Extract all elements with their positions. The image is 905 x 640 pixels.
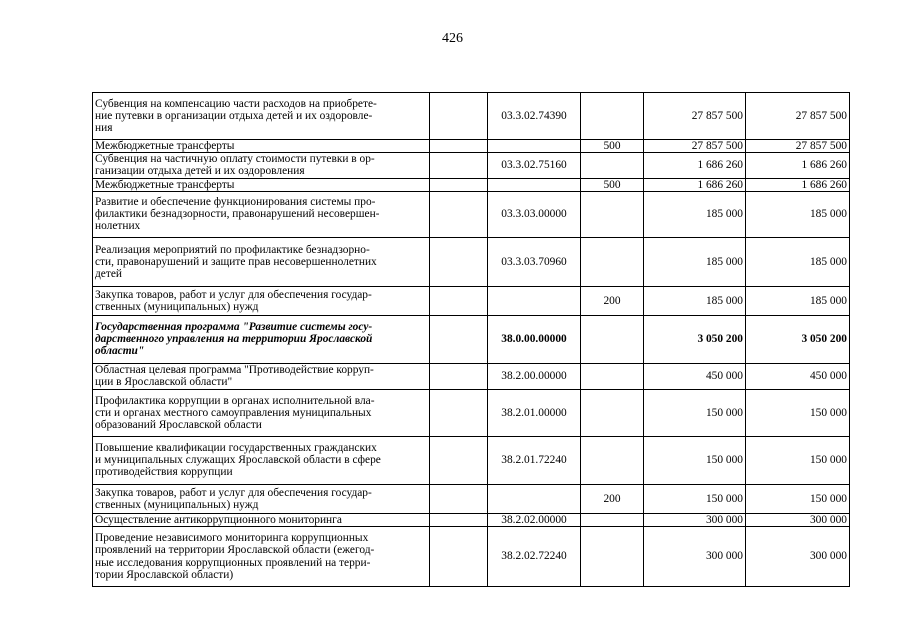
row-name-line: области" xyxy=(95,345,145,358)
expense-type-cell xyxy=(581,315,644,363)
row-name-line: Развитие и обеспечение функционирования системы про- xyxy=(95,196,376,208)
amount-year2-cell: 27 857 500 xyxy=(746,93,850,140)
page-number: 426 xyxy=(442,31,463,46)
row-name-line: и муниципальных служащих Ярославской области в сфере xyxy=(95,454,381,467)
row-name-line: Областная целевая программа "Противодействие корруп- xyxy=(95,364,374,377)
row-name-line: сти и органах местного самоуправления муниципальных xyxy=(95,406,372,419)
row-name-cell xyxy=(93,140,430,153)
amount-year1-cell: 150 000 xyxy=(644,389,746,436)
row-name-line: Государственная программа "Развитие системы госу- xyxy=(95,321,373,333)
expense-type-cell xyxy=(581,513,644,526)
amount-year2-cell: 150 000 xyxy=(746,389,850,436)
target-code-cell: 03.3.03.70960 xyxy=(488,237,581,286)
empty-cell xyxy=(430,153,488,178)
row-name-line: Проведение независимого мониторинга коррупционных xyxy=(95,532,369,545)
row-name-line: Реализация мероприятий по профилактике безнадзорно- xyxy=(95,243,370,256)
expense-type-cell: 200 xyxy=(581,286,644,315)
table-row xyxy=(93,436,850,484)
amount-year1-cell: 450 000 xyxy=(644,363,746,389)
row-name-cell xyxy=(93,484,430,513)
target-code-cell xyxy=(488,286,581,315)
empty-cell xyxy=(430,389,488,436)
expense-type-cell: 200 xyxy=(581,484,644,513)
target-code-cell: 38.2.02.72240 xyxy=(488,527,581,587)
row-name-line: Межбюджетные трансферты xyxy=(95,178,235,191)
amount-year1-cell: 300 000 xyxy=(644,513,746,526)
row-name-cell xyxy=(93,191,430,237)
amount-year1-cell: 27 857 500 xyxy=(644,140,746,153)
amount-year1-cell: 185 000 xyxy=(644,191,746,237)
empty-cell xyxy=(430,237,488,286)
amount-year2-cell: 1 686 260 xyxy=(746,153,850,178)
row-name-line: Закупка товаров, работ и услуг для обеспечения государ- xyxy=(95,486,372,499)
row-name-line: детей xyxy=(95,267,122,280)
row-name-line: Субвенция на частичную оплату стоимости путевки в ор- xyxy=(95,153,375,166)
amount-year1-cell: 150 000 xyxy=(644,436,746,484)
target-code-cell xyxy=(488,178,581,191)
row-name-line: Профилактика коррупции в органах исполнительной вла- xyxy=(95,394,375,407)
table-row xyxy=(93,237,850,286)
table-row xyxy=(93,315,850,363)
row-name-line: ные исследования коррупционных проявлений на терри- xyxy=(95,556,371,569)
expense-type-cell xyxy=(581,237,644,286)
table-row xyxy=(93,484,850,513)
row-name-line: филактики безнадзорности, правонарушений несовершен- xyxy=(95,208,380,221)
table-row xyxy=(93,513,850,526)
table-row xyxy=(93,363,850,389)
row-name-cell xyxy=(93,153,430,178)
empty-cell xyxy=(430,436,488,484)
empty-cell xyxy=(430,191,488,237)
budget-table xyxy=(92,92,850,587)
target-code-cell: 38.2.02.00000 xyxy=(488,513,581,526)
row-name-line: Закупка товаров, работ и услуг для обеспечения государ- xyxy=(95,288,372,301)
amount-year2-cell: 1 686 260 xyxy=(746,178,850,191)
row-name-cell xyxy=(93,178,430,191)
amount-year1-cell: 1 686 260 xyxy=(644,153,746,178)
amount-year1-cell: 185 000 xyxy=(644,237,746,286)
expense-type-cell xyxy=(581,389,644,436)
target-code-cell xyxy=(488,140,581,153)
target-code-cell: 03.3.02.75160 xyxy=(488,153,581,178)
amount-year1-cell: 1 686 260 xyxy=(644,178,746,191)
target-code-cell xyxy=(488,484,581,513)
empty-cell xyxy=(430,484,488,513)
empty-cell xyxy=(430,286,488,315)
row-name-line: дарственного управления на территории Ярославской xyxy=(95,333,373,346)
empty-cell xyxy=(430,178,488,191)
amount-year1-cell: 150 000 xyxy=(644,484,746,513)
row-name-line: ции в Ярославской области" xyxy=(95,376,233,389)
empty-cell xyxy=(430,513,488,526)
amount-year2-cell: 300 000 xyxy=(746,513,850,526)
target-code-cell: 38.0.00.00000 xyxy=(488,315,581,363)
amount-year1-cell: 185 000 xyxy=(644,286,746,315)
amount-year1-cell: 27 857 500 xyxy=(644,93,746,140)
empty-cell xyxy=(430,527,488,587)
expense-type-cell xyxy=(581,363,644,389)
expense-type-cell: 500 xyxy=(581,178,644,191)
table-row xyxy=(93,153,850,178)
empty-cell xyxy=(430,93,488,140)
row-name-line: Субвенция на компенсацию части расходов на приобрете- xyxy=(95,97,377,110)
row-name-line: проявлений на территории Ярославской области (ежегод- xyxy=(95,544,375,557)
row-name-line: ганизации отдыха детей и их оздоровления xyxy=(95,165,305,178)
empty-cell xyxy=(430,315,488,363)
amount-year1-cell: 300 000 xyxy=(644,527,746,587)
expense-type-cell xyxy=(581,527,644,587)
table-row xyxy=(93,93,850,140)
row-name-cell xyxy=(93,363,430,389)
target-code-cell: 38.2.01.72240 xyxy=(488,436,581,484)
row-name-cell xyxy=(93,286,430,315)
row-name-line: образований Ярославской области xyxy=(95,418,262,431)
table-row xyxy=(93,527,850,587)
table-row xyxy=(93,191,850,237)
budget-table-body xyxy=(93,93,850,587)
row-name-line: нолетних xyxy=(95,220,141,233)
row-name-line: сти, правонарушений и защите прав несовершеннолетних xyxy=(95,255,377,268)
amount-year2-cell: 300 000 xyxy=(746,527,850,587)
table-row xyxy=(93,389,850,436)
row-name-line: Межбюджетные трансферты xyxy=(95,140,235,152)
row-name-cell xyxy=(93,237,430,286)
expense-type-cell xyxy=(581,436,644,484)
row-name-line: ние путевки в организации отдыха детей и их оздоровле- xyxy=(95,109,373,122)
amount-year2-cell: 150 000 xyxy=(746,484,850,513)
table-row xyxy=(93,178,850,191)
amount-year2-cell: 450 000 xyxy=(746,363,850,389)
expense-type-cell xyxy=(581,93,644,140)
row-name-line: тории Ярославской области) xyxy=(95,568,234,581)
row-name-cell xyxy=(93,389,430,436)
row-name-cell xyxy=(93,93,430,140)
expense-type-cell xyxy=(581,153,644,178)
row-name-line: Повышение квалификации государственных гражданских xyxy=(95,442,377,454)
row-name-cell xyxy=(93,527,430,587)
amount-year2-cell: 27 857 500 xyxy=(746,140,850,153)
amount-year2-cell: 3 050 200 xyxy=(746,315,850,363)
row-name-line: Осуществление антикоррупционного мониторинга xyxy=(95,513,342,526)
table-row xyxy=(93,286,850,315)
target-code-cell: 38.2.00.00000 xyxy=(488,363,581,389)
empty-cell xyxy=(430,140,488,153)
row-name-line: ственных (муниципальных) нужд xyxy=(95,498,259,511)
amount-year2-cell: 185 000 xyxy=(746,286,850,315)
amount-year2-cell: 185 000 xyxy=(746,237,850,286)
empty-cell xyxy=(430,363,488,389)
row-name-cell xyxy=(93,315,430,363)
amount-year2-cell: 150 000 xyxy=(746,436,850,484)
expense-type-cell xyxy=(581,191,644,237)
row-name-line: противодействия коррупции xyxy=(95,466,233,479)
row-name-line: ственных (муниципальных) нужд xyxy=(95,300,259,313)
amount-year2-cell: 185 000 xyxy=(746,191,850,237)
target-code-cell: 03.3.02.74390 xyxy=(488,93,581,140)
row-name-cell xyxy=(93,513,430,526)
target-code-cell: 03.3.03.00000 xyxy=(488,191,581,237)
table-row xyxy=(93,140,850,153)
row-name-line: ния xyxy=(95,122,113,135)
amount-year1-cell: 3 050 200 xyxy=(644,315,746,363)
target-code-cell: 38.2.01.00000 xyxy=(488,389,581,436)
expense-type-cell: 500 xyxy=(581,140,644,153)
row-name-cell xyxy=(93,436,430,484)
